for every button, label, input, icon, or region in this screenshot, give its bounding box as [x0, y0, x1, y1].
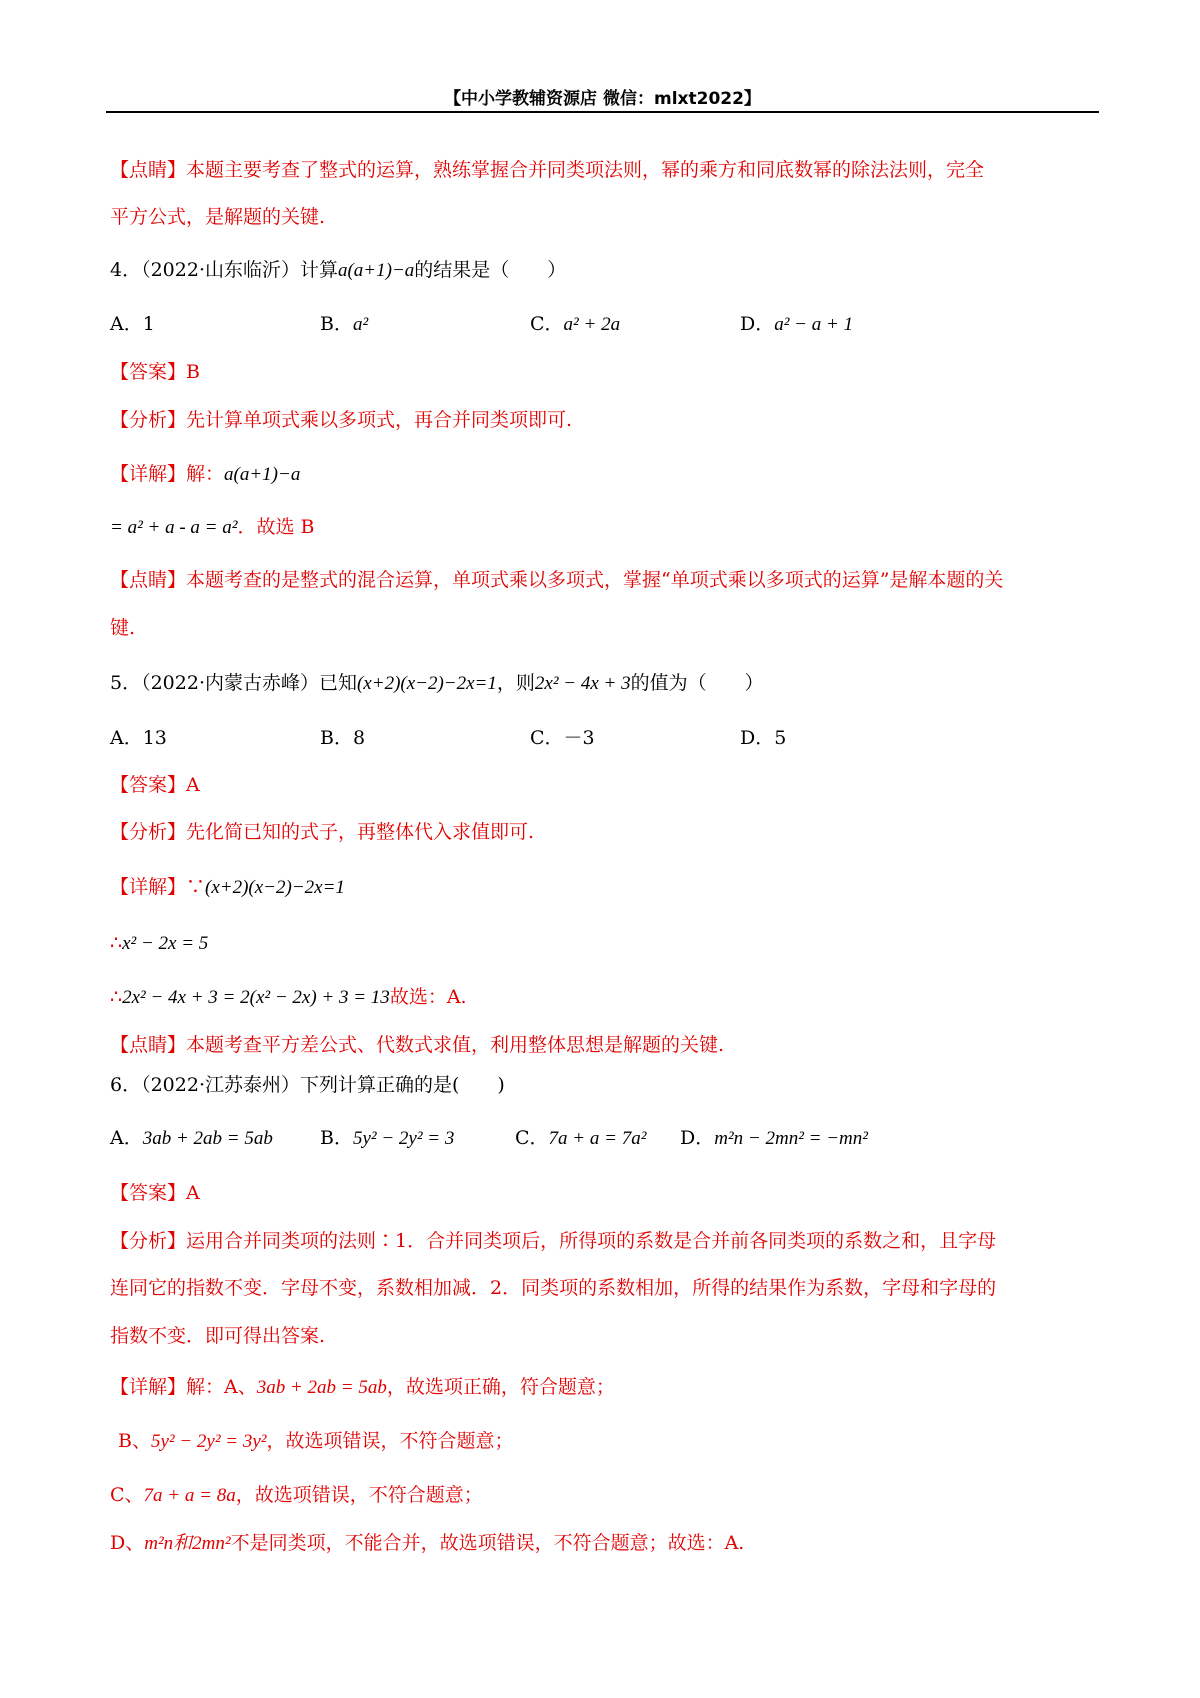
q5-question	[110, 670, 764, 697]
q4-option-d-label: D．	[740, 313, 775, 335]
q4-solution-label: 【详解】解：	[110, 463, 225, 485]
q6-solution-d-expr: m²n和2mn²	[144, 1533, 231, 1554]
q5-solution	[110, 874, 345, 901]
q4-option-b	[320, 311, 368, 338]
q6-solution-d-label: D、	[110, 1532, 145, 1554]
q5-step-1-expr: x² − 2x = 5	[122, 933, 209, 954]
q6-analysis-line-1: 【分析】运用合并同类项的法则∶1．合并同类项后，所得项的系数是合并前各同类项的系数之和，且字母	[110, 1230, 997, 1252]
q4-remark-line-1: 【点睛】本题考查的是整式的混合运算，单项式乘以多项式，掌握“单项式乘以多项式的运算”是解本题的关	[110, 569, 1004, 591]
q5-option-a: A．13	[110, 727, 167, 749]
q6-solution-a-label: 【详解】解：A、	[110, 1376, 257, 1398]
q4-option-a: A．1	[110, 313, 155, 335]
q4-step-choice: ．故选 B	[237, 516, 315, 538]
q6-answer: 【答案】A	[110, 1182, 200, 1204]
q6-question: 6．（2022·江苏泰州）下列计算正确的是( )	[110, 1074, 505, 1096]
q5-option-b: B．8	[320, 727, 366, 749]
q6-option-c	[515, 1125, 646, 1152]
q5-stem-mid: ，则	[496, 672, 535, 694]
q4-options	[110, 311, 1100, 337]
q6-options	[110, 1125, 1100, 1151]
q5-analysis: 【分析】先化简已知的式子，再整体代入求值即可.	[110, 821, 535, 843]
q4-solution	[110, 461, 300, 488]
q4-stem: 4．（2022·山东临沂）计算	[110, 259, 338, 281]
q5-step-2	[110, 984, 467, 1011]
q6-solution-c	[110, 1482, 483, 1509]
q6-option-d	[680, 1125, 868, 1152]
q6-solution-a-text: ，故选项正确，符合题意；	[386, 1376, 615, 1398]
q6-analysis-line-2: 连同它的指数不变．字母不变，系数相加减．2．同类项的系数相加，所得的结果作为系数，字母和字母的	[110, 1277, 997, 1299]
q5-option-c: C．－3	[530, 727, 595, 749]
q6-option-b	[320, 1125, 454, 1152]
q6-solution-b-expr: 5y² − 2y² = 3y²	[150, 1431, 267, 1452]
q6-solution-c-label: C、	[110, 1484, 144, 1506]
q6-option-a-expr: 3ab + 2ab = 5ab	[142, 1128, 273, 1149]
q6-solution-b	[118, 1428, 514, 1455]
q6-option-c-expr: 7a + a = 7a²	[548, 1128, 647, 1149]
q4-analysis: 【分析】先计算单项式乘以多项式，再合并同类项即可.	[110, 409, 573, 431]
q4-option-d	[740, 311, 853, 338]
q6-solution-a-expr: 3ab + 2ab = 5ab	[256, 1377, 387, 1398]
q4-option-b-label: B．	[320, 313, 353, 335]
q3-remark-line-1: 【点睛】本题主要考查了整式的运算，熟练掌握合并同类项法则，幂的乘方和同底数幂的除法法则，完全	[110, 159, 985, 181]
q5-step-2-choice: 故选：A.	[389, 986, 467, 1008]
q4-remark-line-2: 键.	[110, 617, 136, 639]
q6-option-c-label: C．	[515, 1127, 549, 1149]
q5-condition: (x+2)(x−2)−2x=1	[356, 673, 497, 694]
q6-solution-d-text: 不是同类项，不能合并，故选项错误，不符合题意；故选：A.	[230, 1532, 745, 1554]
q4-option-b-expr: a²	[352, 314, 369, 335]
q5-stem: 5．（2022·内蒙古赤峰）已知	[110, 672, 357, 694]
q5-options	[110, 725, 1100, 751]
header-divider	[106, 111, 1099, 113]
q6-solution-d	[110, 1530, 744, 1557]
q5-solution-expr: (x+2)(x−2)−2x=1	[205, 877, 345, 898]
q5-answer: 【答案】A	[110, 774, 200, 796]
q5-target-expr: 2x² − 4x + 3	[534, 673, 631, 694]
q4-option-c-label: C．	[530, 313, 564, 335]
q6-option-d-expr: m²n − 2mn² = −mn²	[714, 1128, 868, 1149]
q4-option-d-expr: a² − a + 1	[774, 314, 854, 335]
q4-option-c	[530, 311, 620, 338]
q6-option-a	[110, 1125, 273, 1152]
q5-option-d: D．5	[740, 727, 787, 749]
q5-solution-label: 【详解】∵	[110, 876, 206, 898]
q6-solution-c-text: ，故选项错误，不符合题意；	[235, 1484, 483, 1506]
q6-solution-b-label: B、	[118, 1430, 151, 1452]
q5-stem-end: 的值为（ ）	[630, 672, 764, 694]
q6-option-d-label: D．	[680, 1127, 715, 1149]
q3-remark-line-2: 平方公式，是解题的关键.	[110, 206, 326, 228]
q6-option-b-expr: 5y² − 2y² = 3	[352, 1128, 455, 1149]
q5-remark: 【点睛】本题考查平方差公式、代数式求值，利用整体思想是解题的关键.	[110, 1034, 725, 1056]
q6-solution-b-text: ，故选项错误，不符合题意；	[266, 1430, 514, 1452]
q6-solution-a	[110, 1374, 615, 1401]
q4-option-c-expr: a² + 2a	[563, 314, 621, 335]
q4-expression: a(a+1)−a	[337, 260, 415, 281]
q6-option-b-label: B．	[320, 1127, 353, 1149]
q4-question	[110, 257, 566, 284]
q6-solution-c-expr: 7a + a = 8a	[143, 1485, 236, 1506]
q5-therefore-2: ∴	[110, 986, 123, 1008]
q5-therefore-1: ∴	[110, 932, 123, 954]
q4-step-expr: = a² + a - a = a²	[110, 517, 238, 538]
q4-solution-step	[110, 514, 314, 541]
q6-option-a-label: A．	[110, 1127, 143, 1149]
page-header: 【中小学教辅资源店 微信：mlxt2022】	[444, 89, 761, 109]
q4-stem-end: 的结果是（ ）	[414, 259, 567, 281]
q6-analysis-line-3: 指数不变．即可得出答案.	[110, 1325, 326, 1347]
q4-solution-expr: a(a+1)−a	[224, 464, 301, 485]
q5-step-1	[110, 930, 208, 957]
q4-answer: 【答案】B	[110, 361, 200, 383]
q5-step-2-expr: 2x² − 4x + 3 = 2(x² − 2x) + 3 = 13	[122, 987, 390, 1008]
